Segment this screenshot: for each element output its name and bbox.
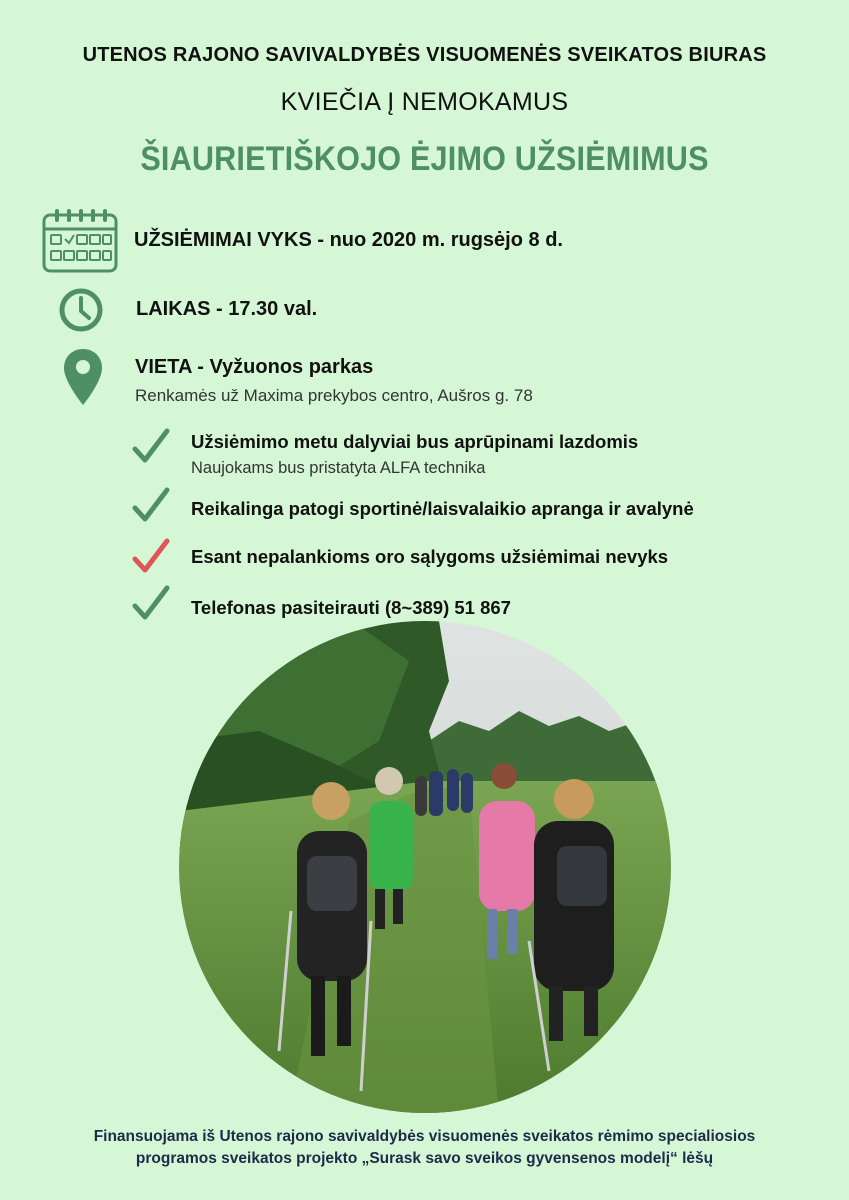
checklist-note: Naujokams bus pristatyta ALFA technika: [191, 459, 486, 477]
date-text: UŽSIĖMIMAI VYKS - nuo 2020 m. rugsėjo 8 d.: [134, 229, 563, 251]
checkmark-icon: [131, 427, 171, 467]
calendar-icon: [42, 207, 118, 273]
footer-line-1: Finansuojama iš Utenos rajono savivaldybės visuomenės sveikatos rėmimo specialiosios: [93, 1128, 756, 1145]
checklist-item: Reikalinga patogi sportinė/laisvalaikio apranga ir avalynė: [191, 498, 694, 519]
invites-text: KVIEČIA Į NEMOKAMUS: [280, 88, 569, 116]
checklist-item: Užsiėmimo metu dalyviai bus aprūpinami lazdomis: [191, 431, 639, 452]
checklist-item: Esant nepalankioms oro sąlygoms užsiėmimai nevyks: [191, 546, 669, 567]
place-text: VIETA - Vyžuonos parkas: [135, 356, 374, 378]
checkmark-icon: [131, 486, 171, 526]
footer-line-2: programos sveikatos projekto „Surask savo sveikos gyvensenos modelį“ lėšų: [135, 1150, 714, 1167]
place-note: Renkamės už Maxima prekybos centro, Aušros g. 78: [135, 386, 533, 405]
walking-group-photo: [179, 621, 671, 1113]
checkmark-icon-warning: [131, 537, 171, 577]
checklist-item: Telefonas pasiteirauti (8~389) 51 867: [191, 597, 511, 618]
event-title: ŠIAURIETIŠKOJO ĖJIMO UŽSIĖMIMUS: [140, 140, 709, 178]
location-pin-icon: [62, 347, 104, 407]
checkmark-icon: [131, 584, 171, 624]
funding-footer: [0, 1126, 849, 1170]
clock-icon: [58, 287, 104, 333]
time-text: LAIKAS - 17.30 val.: [136, 298, 318, 320]
organization-name: UTENOS RAJONO SAVIVALDYBĖS VISUOMENĖS SVEIKATOS BIURAS: [82, 44, 767, 66]
